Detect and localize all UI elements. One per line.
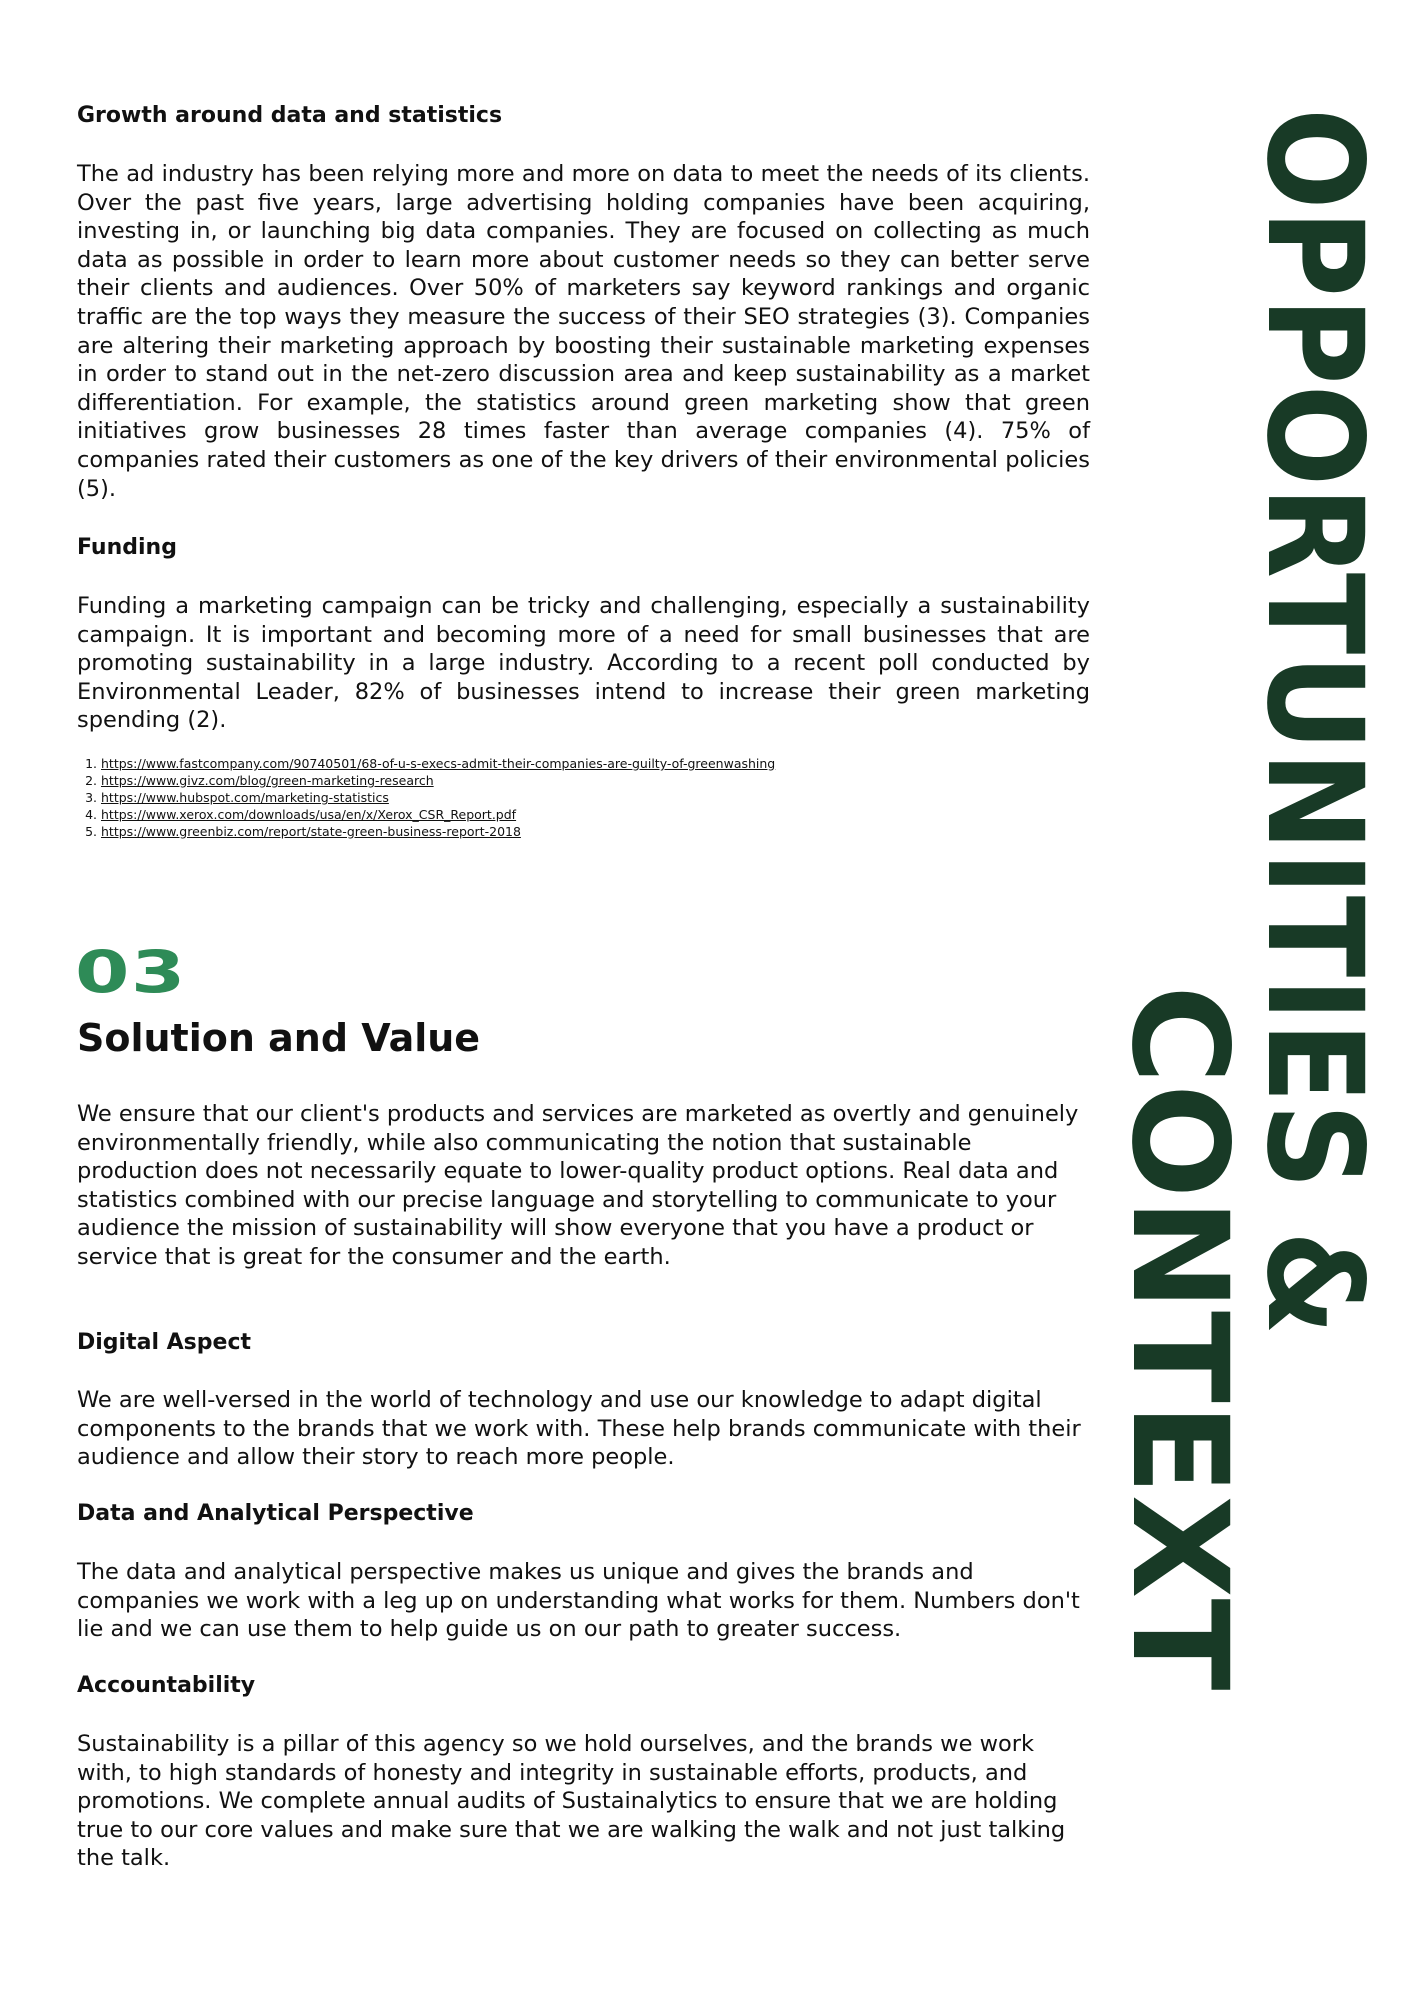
reference-link-3[interactable]: https://www.hubspot.com/marketing-statistics	[101, 790, 389, 805]
reference-link-5[interactable]: https://www.greenbiz.com/report/state-green-business-report-2018	[101, 824, 521, 839]
funding-body: Funding a marketing campaign can be tricky and challenging, especially a sustainability campaign. It is important and becoming more of a need for small businesses that are promoting sustainability in a large industry. According to a recent poll conducted by Environmental Leader, 82% of businesses intend to increase their green marketing spending (2).	[77, 593, 1090, 734]
data-perspective-body: The data and analytical perspective makes us unique and gives the brands and companies we work with a leg up on understanding what works for them. Numbers don't lie and we can use them to help guide us on our path to greater success.	[77, 1559, 1080, 1643]
reference-link-1[interactable]: https://www.fastcompany.com/90740501/68-of-u-s-execs-admit-their-companies-are-guilty-of-greenwashing	[101, 756, 776, 771]
reference-link-4[interactable]: https://www.xerox.com/downloads/usa/en/x/Xerox_CSR_Report.pdf	[101, 807, 517, 822]
accountability-body: Sustainability is a pillar of this agency so we hold ourselves, and the brands we work with, to high standards of honesty and integrity in sustainable efforts, products, and promotions. We complete annual audits of Sustainalytics to ensure that we are holding true to our core values and make sure that we are walking the walk and not just talking the talk.	[77, 1731, 1066, 1872]
reference-list	[77, 755, 775, 840]
growth-heading: Growth around data and statistics	[77, 103, 503, 128]
accountability-heading: Accountability	[77, 1673, 256, 1698]
reference-item	[101, 772, 775, 789]
digital-heading: Digital Aspect	[77, 1330, 252, 1355]
section-number: 03	[75, 938, 187, 1006]
digital-body: We are well-versed in the world of technology and use our knowledge to adapt digital components to the brands that we work with. These help brands communicate with their audience and allow their story to reach more people.	[77, 1387, 1081, 1471]
sidebar-title-line1: OPPORTUNITIES &	[1237, 108, 1391, 1336]
sidebar-title-line2: CONTEXT	[1102, 985, 1256, 1691]
reference-item	[101, 789, 775, 806]
funding-heading: Funding	[77, 535, 177, 560]
data-perspective-heading: Data and Analytical Perspective	[77, 1501, 474, 1526]
reference-link-2[interactable]: https://www.givz.com/blog/green-marketing-research	[101, 773, 434, 788]
reference-item	[101, 806, 775, 823]
reference-item	[101, 755, 775, 772]
section-title: Solution and Value	[77, 1016, 481, 1060]
reference-item	[101, 823, 775, 840]
solution-intro: We ensure that our client's products and services are marketed as overtly and genuinely environmentally friendly, while also communicating the notion that sustainable production does not necessarily equate to lower-quality product options. Real data and statistics combined with our precise language and storytelling to communicate to your audience the mission of sustainability will show everyone that you have a product or service that is great for the consumer and the earth.	[77, 1101, 1079, 1270]
growth-body: The ad industry has been relying more and more on data to meet the needs of its clients. Over the past five years, large advertising holding companies have been acquiring, investing in, or launching big data companies. They are focused on collecting as much data as possible in order to learn more about customer needs so they can better serve their clients and audiences. Over 50% of marketers say keyword rankings and organic traffic are the top ways they measure the success of their SEO strategies (3). Companies are altering their marketing approach by boosting their sustainable marketing expenses in order to stand out in the net-zero discussion area and keep sustainability as a market differentiation. For example, the statistics around green marketing show that green initiatives grow businesses 28 times faster than average companies (4). 75% of companies rated their customers as one of the key drivers of their environmental policies (5).	[77, 161, 1090, 502]
